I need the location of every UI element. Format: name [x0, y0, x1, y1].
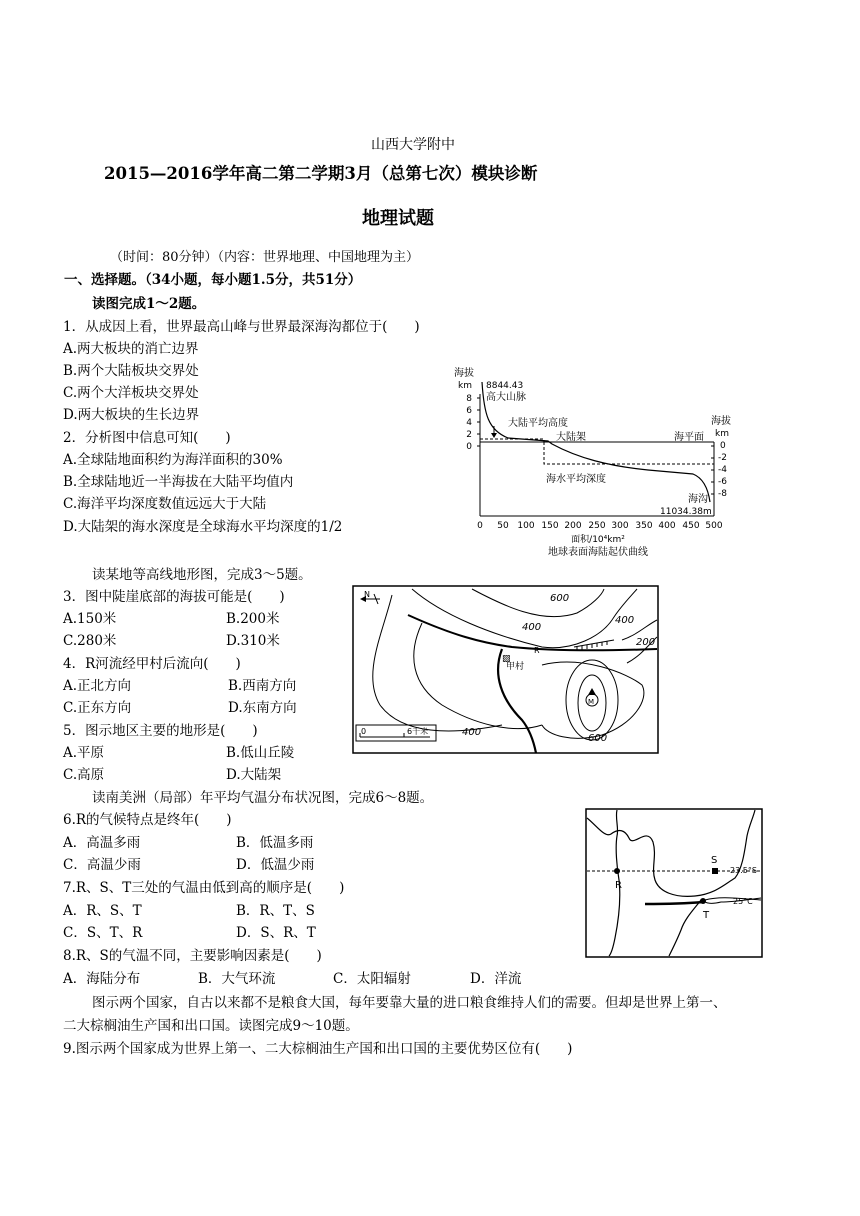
- contour-map-figure: [352, 585, 660, 755]
- trench-label: 海沟: [688, 494, 708, 505]
- figure1-caption: 地球表面海陆起伏曲线: [548, 547, 648, 558]
- q4-stem: 4．R河流经甲村后流向( ): [63, 656, 241, 672]
- y-tick-8: 8: [466, 394, 472, 404]
- contour-400-bottom: 400: [462, 727, 482, 738]
- y-tick-2: 2: [466, 430, 472, 440]
- q3-option-a: A.150米: [63, 611, 117, 627]
- q2-option-a: A.全球陆地面积约为海洋面积的30%: [63, 452, 283, 468]
- mountain-label: 高大山脉: [486, 392, 526, 403]
- page-title: 地理试题: [362, 208, 434, 229]
- q5-option-d: D.大陆架: [226, 767, 282, 783]
- section-heading: 一、选择题。（34小题，每小题1.5分，共51分）: [64, 272, 362, 288]
- q2-option-d: D.大陆架的海水深度是全球海水平均深度的1/2: [63, 519, 343, 535]
- contour-400-top: 400: [522, 622, 542, 633]
- y-right-tick-8: -8: [718, 489, 727, 499]
- y-tick-4: 4: [466, 418, 472, 428]
- q1-option-c: C.两个大洋板块交界处: [63, 385, 199, 401]
- q4-option-b: B.西南方向: [228, 678, 297, 694]
- q2-option-c: C.海洋平均深度数值远远大于大陆: [63, 496, 267, 512]
- hypsographic-curve-figure: [448, 362, 733, 562]
- x-axis-label: 面积/10⁴km²: [571, 535, 625, 545]
- x-tick-250: 250: [588, 521, 606, 531]
- x-tick-150: 150: [541, 521, 559, 531]
- x-tick-500: 500: [705, 521, 723, 531]
- y-tick-6: 6: [466, 406, 472, 416]
- q8-option-a: A．海陆分布: [63, 971, 141, 987]
- q7-option-d: D．S、R、T: [236, 925, 316, 941]
- x-tick-0: 0: [477, 521, 483, 531]
- left-axis-label: 海拔: [454, 368, 474, 379]
- q7-stem: 7.R、S、T三处的气温由低到高的顺序是( ): [63, 880, 345, 896]
- right-axis-label: 海拔: [711, 416, 731, 427]
- exam-title: 2015—2016学年高二第二学期3月（总第七次）模块诊断: [104, 164, 538, 183]
- q5-stem: 5．图示地区主要的地形是( ): [63, 723, 258, 739]
- peak-label: M: [588, 698, 595, 706]
- q3-option-c: C.280米: [63, 633, 117, 649]
- latitude-label: 23.5°S: [730, 866, 757, 875]
- q3-option-b: B.200米: [226, 611, 280, 627]
- q2-stem: 2．分析图中信息可知( ): [63, 430, 231, 446]
- land-avg-label: 大陆平均高度: [508, 418, 568, 429]
- q6-option-d: D．低温少雨: [236, 857, 315, 873]
- q8-option-c: C．太阳辐射: [333, 971, 411, 987]
- intro-q3-5: 读某地等高线地形图，完成3～5题。: [92, 567, 312, 583]
- q5-option-c: C.高原: [63, 767, 105, 783]
- q8-stem: 8.R、S的气温不同，主要影响因素是( ): [63, 948, 322, 964]
- y-right-tick-2: -2: [718, 453, 727, 463]
- contour-600-top: 600: [550, 593, 570, 604]
- q5-option-b: B.低山丘陵: [226, 745, 295, 761]
- x-tick-100: 100: [517, 521, 535, 531]
- q7-option-c: C．S、T、R: [63, 925, 143, 941]
- contour-400-right: 400: [615, 615, 635, 626]
- intro-q9-10-line2: 二大棕榈油生产国和出口国。读图完成9～10题。: [63, 1018, 359, 1034]
- svg-text:▨: ▨: [502, 654, 511, 664]
- q6-option-a: A．高温多雨: [63, 835, 141, 851]
- south-america-temperature-map: [585, 808, 763, 958]
- trench-value-label: 11034.38m: [660, 507, 712, 517]
- sea-level-label: 海平面: [674, 432, 704, 443]
- point-T-label: T: [703, 910, 710, 921]
- contour-600-bottom: 600: [588, 733, 608, 744]
- scale-zero: 0: [361, 727, 367, 736]
- x-tick-50: 50: [497, 521, 509, 531]
- sea-avg-label: 海水平均深度: [546, 474, 606, 485]
- left-axis-unit: km: [458, 381, 472, 391]
- y-right-tick-4: -4: [718, 465, 727, 475]
- intro-q6-8: 读南美洲（局部）年平均气温分布状况图，完成6～8题。: [92, 790, 434, 806]
- river-label: R: [534, 646, 540, 655]
- school-name: 山西大学附中: [371, 137, 455, 153]
- q4-option-c: C.正东方向: [63, 700, 132, 716]
- x-tick-450: 450: [682, 521, 700, 531]
- q7-option-b: B．R、T、S: [236, 903, 315, 919]
- y-tick-0: 0: [466, 442, 472, 452]
- q2-option-b: B.全球陆地近一半海拔在大陆平均值内: [63, 474, 294, 490]
- isotherm-label: 25°C: [733, 897, 753, 906]
- q3-stem: 3．图中陡崖底部的海拔可能是( ): [63, 589, 285, 605]
- shelf-label: 大陆架: [556, 432, 586, 443]
- x-tick-350: 350: [635, 521, 653, 531]
- village-label: 甲村: [506, 662, 525, 672]
- contour-200: 200: [636, 637, 656, 648]
- q7-option-a: A．R、S、T: [63, 903, 142, 919]
- y-right-tick-6: -6: [718, 477, 727, 487]
- exam-info: （时间：80分钟）（内容：世界地理、中国地理为主）: [110, 250, 420, 265]
- x-tick-400: 400: [658, 521, 676, 531]
- q8-option-b: B．大气环流: [198, 971, 276, 987]
- intro-q1-2: 读图完成1～2题。: [92, 296, 206, 312]
- q5-option-a: A.平原: [63, 745, 105, 761]
- x-tick-200: 200: [564, 521, 582, 531]
- right-axis-unit: km: [715, 429, 729, 439]
- point-S-label: S: [711, 855, 718, 866]
- peak-value-label: 8844.43: [486, 381, 524, 391]
- point-R-label: R: [615, 880, 622, 891]
- q1-option-a: A.两大板块的消亡边界: [63, 341, 199, 357]
- q6-option-b: B．低温多雨: [236, 835, 314, 851]
- x-tick-300: 300: [611, 521, 629, 531]
- intro-q9-10-line1: 图示两个国家，自古以来都不是粮食大国，每年要靠大量的进口粮食维持人们的需要。但却是世界上第一、: [92, 995, 727, 1011]
- q8-option-d: D．洋流: [470, 971, 522, 987]
- q6-option-c: C．高温少雨: [63, 857, 141, 873]
- q4-option-d: D.东南方向: [228, 700, 297, 716]
- q9-stem: 9.图示两个国家成为世界上第一、二大棕榈油生产国和出口国的主要优势区位有( ): [63, 1041, 573, 1057]
- q1-option-d: D.两大板块的生长边界: [63, 407, 200, 423]
- y-right-tick-0: 0: [720, 441, 726, 451]
- q1-option-b: B.两个大陆板块交界处: [63, 363, 199, 379]
- q6-stem: 6.R的气候特点是终年( ): [63, 812, 232, 828]
- q1-stem: 1．从成因上看，世界最高山峰与世界最深海沟都位于( ): [63, 319, 420, 335]
- q4-option-a: A.正北方向: [63, 678, 132, 694]
- scale-label: 6千米: [407, 727, 429, 736]
- q3-option-d: D.310米: [226, 633, 280, 649]
- north-label: N: [364, 590, 370, 599]
